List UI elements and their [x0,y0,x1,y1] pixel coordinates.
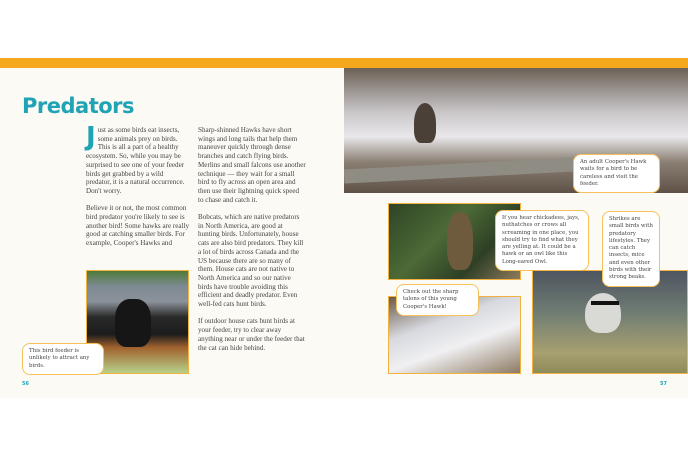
cat-caption: This bird feeder is unlikely to attract any birds. [22,343,104,375]
page-number-right: 57 [660,381,667,387]
hawk-caption: An adult Cooper's Hawk waits for a bird to be careless and visit the feeder. [573,154,660,193]
paragraph: Bobcats, which are native predators in North America, are good at hunting birds. Unfortunately, house cats are also bird predators. They kill a lot of birds across Canada and the US because there are so many of them. House cats are not native to North America and so our native birds have trouble avoiding this efficient and deadly predator. Even well-fed cats hunt birds. [198,213,304,309]
top-color-bar [0,58,688,68]
shrike-caption: Shrikes are small birds with predatory lifestyles. They can catch insects, mice and even other birds with their strong beaks. [602,211,660,287]
page-number-left: 56 [22,381,29,387]
paragraph: ust as some birds eat insects, some animals prey on birds. This is all a part of a healthy ecosystem. So, while you may be surprised to see one of your feeder birds get grabbed by a wild predator, it is a natural occurrence. Don't worry. [86,126,185,195]
paragraph: Sharp-shinned Hawks have short wings and long tails that help them maneuver quickly through dense branches and catch flying birds. Merlins and small falcons use another technique — they wait for a small bird to fly across an open area and then use their lightning quick speed to chase and catch it. [198,126,306,204]
paragraph: If outdoor house cats hunt birds at your feeder, try to clear away anything near or under the feeder that the cat can hide behind. [198,317,305,352]
owl-caption: If you hear chickadees, jays, nuthatches or crows all screaming in one place, you should try to find what they are yelling at. It could be a hawk or an owl like this Long-eared Owl. [495,210,589,271]
text-column-2 [198,126,306,361]
talons-caption: Check out the sharp talons of this young Cooper's Hawk! [396,284,479,316]
page-title: Predators [22,94,135,118]
drop-cap: J [86,122,96,152]
paragraph: Believe it or not, the most common bird predator you're likely to see is another bird! Some hawks are really good at catching smaller birds. For example, Cooper's Hawks and [86,204,190,248]
text-column-1 [86,122,190,257]
